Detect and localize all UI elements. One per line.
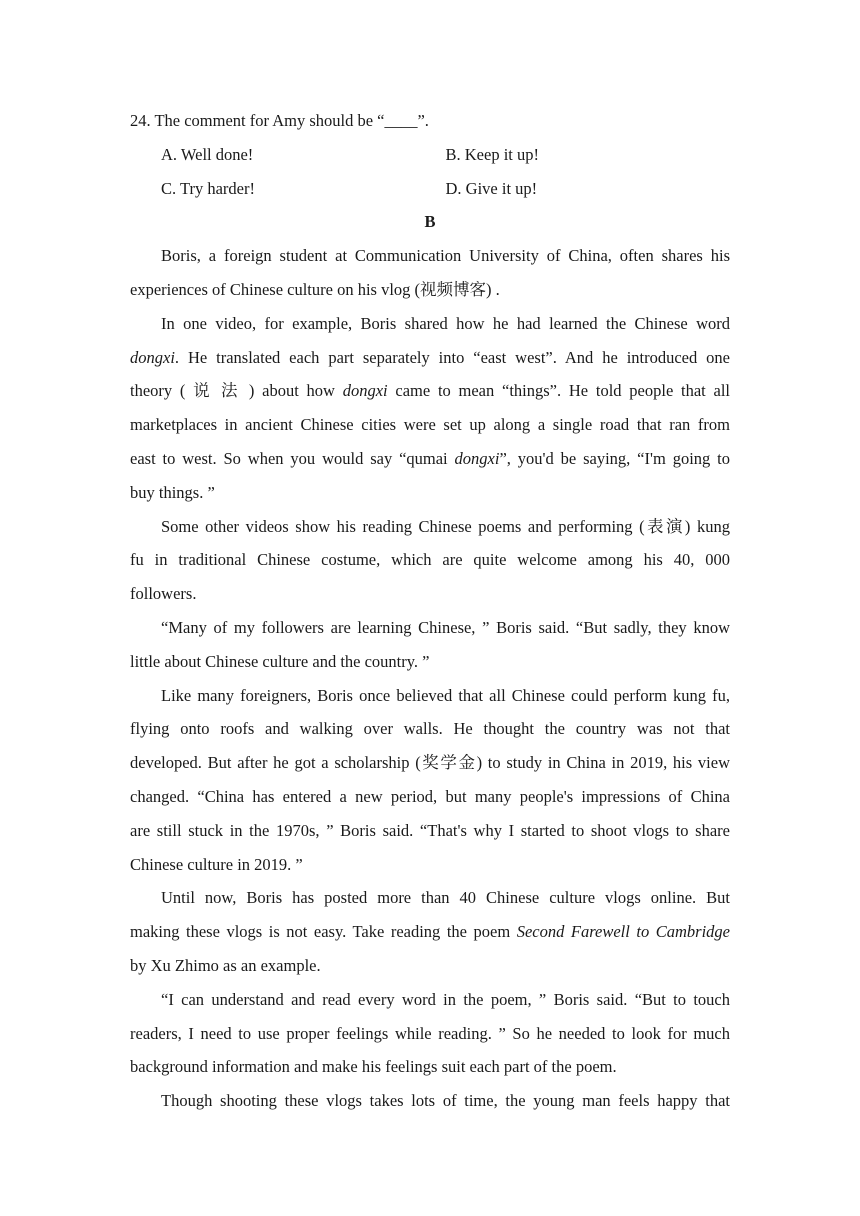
paragraph-line: changed. “China has entered a new period, but many people's impressions of China: [130, 786, 730, 806]
paragraph-line: Like many foreigners, Boris once believed that all Chinese could perform kung fu,: [161, 685, 730, 705]
paragraph-line: buy things. ”: [130, 482, 215, 502]
paragraph-line: experiences of Chinese culture on his vlog (视频博客) .: [130, 279, 500, 299]
paragraph-line: In one video, for example, Boris shared how he had learned the Chinese word: [161, 313, 730, 333]
paragraph-line: Until now, Boris has posted more than 40 Chinese culture vlogs online. But: [161, 888, 730, 908]
paragraph-line: “Many of my followers are learning Chinese, ” Boris said. “But sadly, they know: [161, 617, 730, 637]
options-row-2: [130, 172, 730, 206]
paragraph-line: background information and make his feelings suit each part of the poem.: [130, 1057, 617, 1077]
options-row-1: [130, 138, 730, 172]
paragraph: [130, 1084, 730, 1118]
paragraph: [130, 679, 730, 882]
paragraph-line: followers.: [130, 584, 197, 604]
question-stem: 24. The comment for Amy should be “____”.: [130, 111, 429, 130]
paragraph-line: Some other videos show his reading Chinese poems and performing (表演) kung: [161, 516, 730, 536]
paragraph-line: readers, I need to use proper feelings while reading. ” So he needed to look for much: [130, 1023, 730, 1043]
option-b: B. Keep it up!: [445, 144, 539, 164]
option-a: A. Well done!: [161, 144, 254, 164]
paragraph-line: marketplaces in ancient Chinese cities were set up along a single road that ran from: [130, 415, 730, 435]
section-title: B: [424, 212, 436, 232]
paragraph-line: making these vlogs is not easy. Take reading the poem Second Farewell to Cambridge: [130, 922, 730, 942]
paragraph-line: Boris, a foreign student at Communication University of China, often shares his: [161, 246, 730, 266]
option-c: C. Try harder!: [161, 178, 255, 198]
paragraph: [130, 510, 730, 611]
option-d: D. Give it up!: [445, 178, 538, 198]
paragraph: [130, 307, 730, 510]
paragraph: [130, 983, 730, 1084]
paragraph-line: little about Chinese culture and the country. ”: [130, 651, 430, 671]
paragraph-line: Chinese culture in 2019. ”: [130, 854, 303, 874]
document-page: [130, 104, 730, 1118]
paragraph-line: dongxi. He translated each part separately into “east west”. And he introduced one: [130, 347, 730, 367]
paragraph-line: by Xu Zhimo as an example.: [130, 955, 321, 975]
paragraph-line: east to west. So when you would say “qumai dongxi”, you'd be saying, “I'm going to: [130, 448, 730, 468]
paragraph-line: theory ( 说 法 ) about how dongxi came to mean “things”. He told people that all: [130, 381, 730, 401]
paragraph-line: “I can understand and read every word in the poem, ” Boris said. “But to touch: [161, 989, 730, 1009]
paragraph-line: are still stuck in the 1970s, ” Boris said. “That's why I started to shoot vlogs to share: [130, 820, 730, 840]
paragraph: [130, 881, 730, 982]
paragraph: [130, 611, 730, 679]
paragraph: [130, 239, 730, 307]
paragraph-line: flying onto roofs and walking over walls. He thought the country was not that: [130, 719, 730, 739]
paragraph-line: Though shooting these vlogs takes lots of time, the young man feels happy that: [161, 1091, 730, 1111]
article-body: [130, 239, 730, 1118]
paragraph-line: fu in traditional Chinese costume, which are quite welcome among his 40, 000: [130, 550, 730, 570]
paragraph-line: developed. But after he got a scholarship (奖学金) to study in China in 2019, his view: [130, 753, 730, 773]
